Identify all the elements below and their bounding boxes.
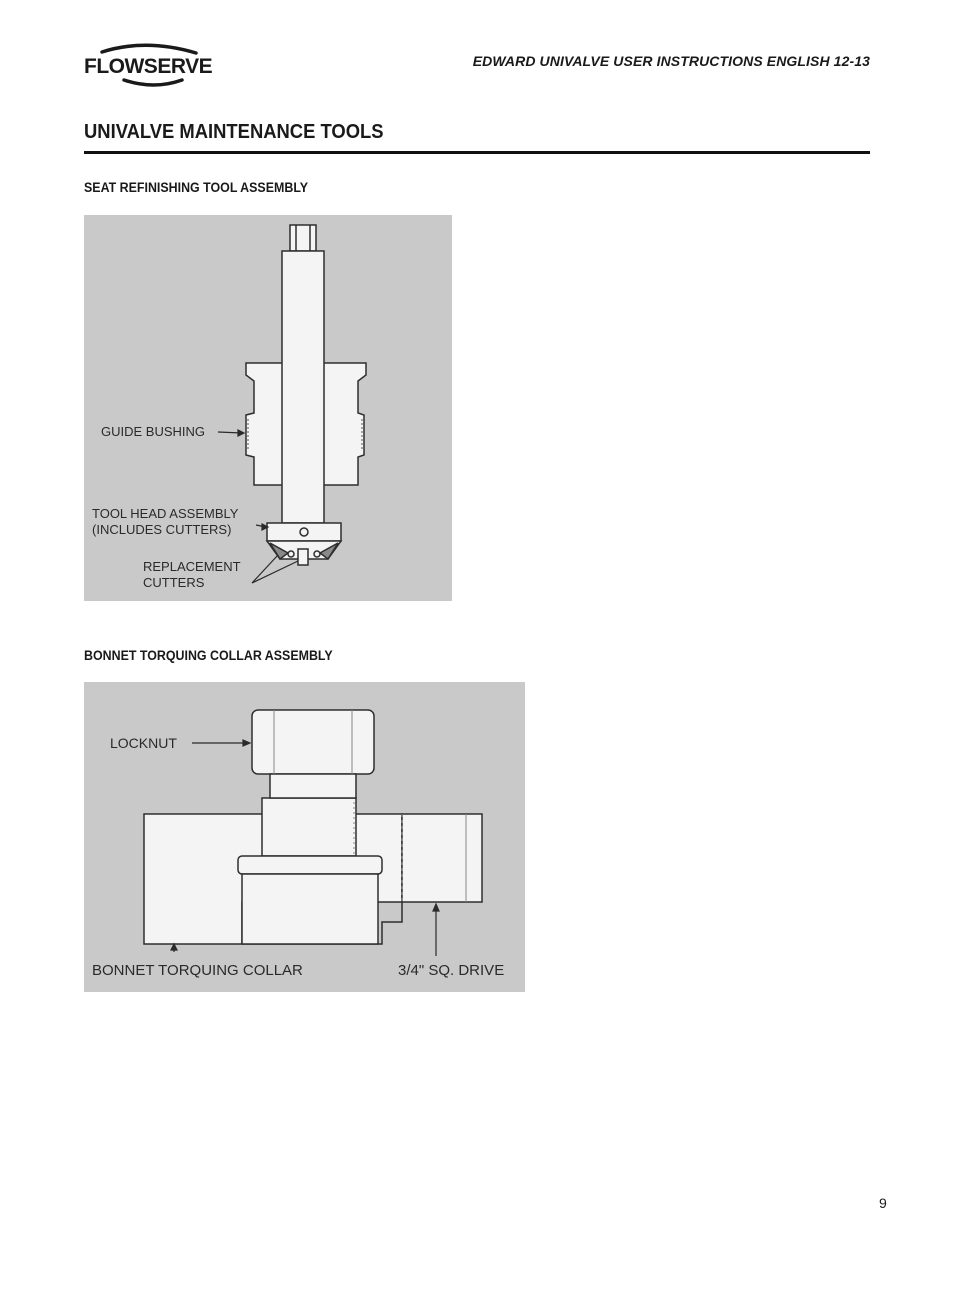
section-divider	[84, 151, 870, 154]
page-number: 9	[879, 1195, 887, 1211]
bonnet-torquing-collar-figure	[84, 682, 525, 992]
tool-shaft	[282, 251, 324, 523]
label-replacement: REPLACEMENT	[143, 559, 241, 574]
shaft-hex	[290, 225, 316, 251]
locknut	[252, 710, 374, 774]
section-title: UNIVALVE MAINTENANCE TOOLS	[84, 121, 384, 143]
figure-caption-bonnet-torquing: BONNET TORQUING COLLAR ASSEMBLY	[84, 648, 333, 663]
label-bonnet-torquing-collar: BONNET TORQUING COLLAR	[92, 962, 303, 979]
seat-refinishing-tool-figure	[84, 215, 452, 601]
label-cutters: CUTTERS	[143, 575, 205, 590]
label-locknut: LOCKNUT	[110, 735, 177, 751]
document-title: EDWARD UNIVALVE USER INSTRUCTIONS ENGLISH 12-13	[472, 53, 870, 69]
label-square-drive: 3/4" SQ. DRIVE	[398, 962, 505, 979]
figure-caption-seat-refinishing: SEAT REFINISHING TOOL ASSEMBLY	[84, 180, 309, 195]
label-guide-bushing: GUIDE BUSHING	[101, 424, 206, 439]
flowserve-logo	[84, 40, 214, 88]
label-includes-cutters: (INCLUDES CUTTERS)	[92, 522, 232, 537]
label-tool-head-assembly: TOOL HEAD ASSEMBLY	[92, 506, 239, 521]
square-drive	[402, 814, 482, 902]
brand-wordmark: FLOWSERVE	[84, 55, 213, 78]
